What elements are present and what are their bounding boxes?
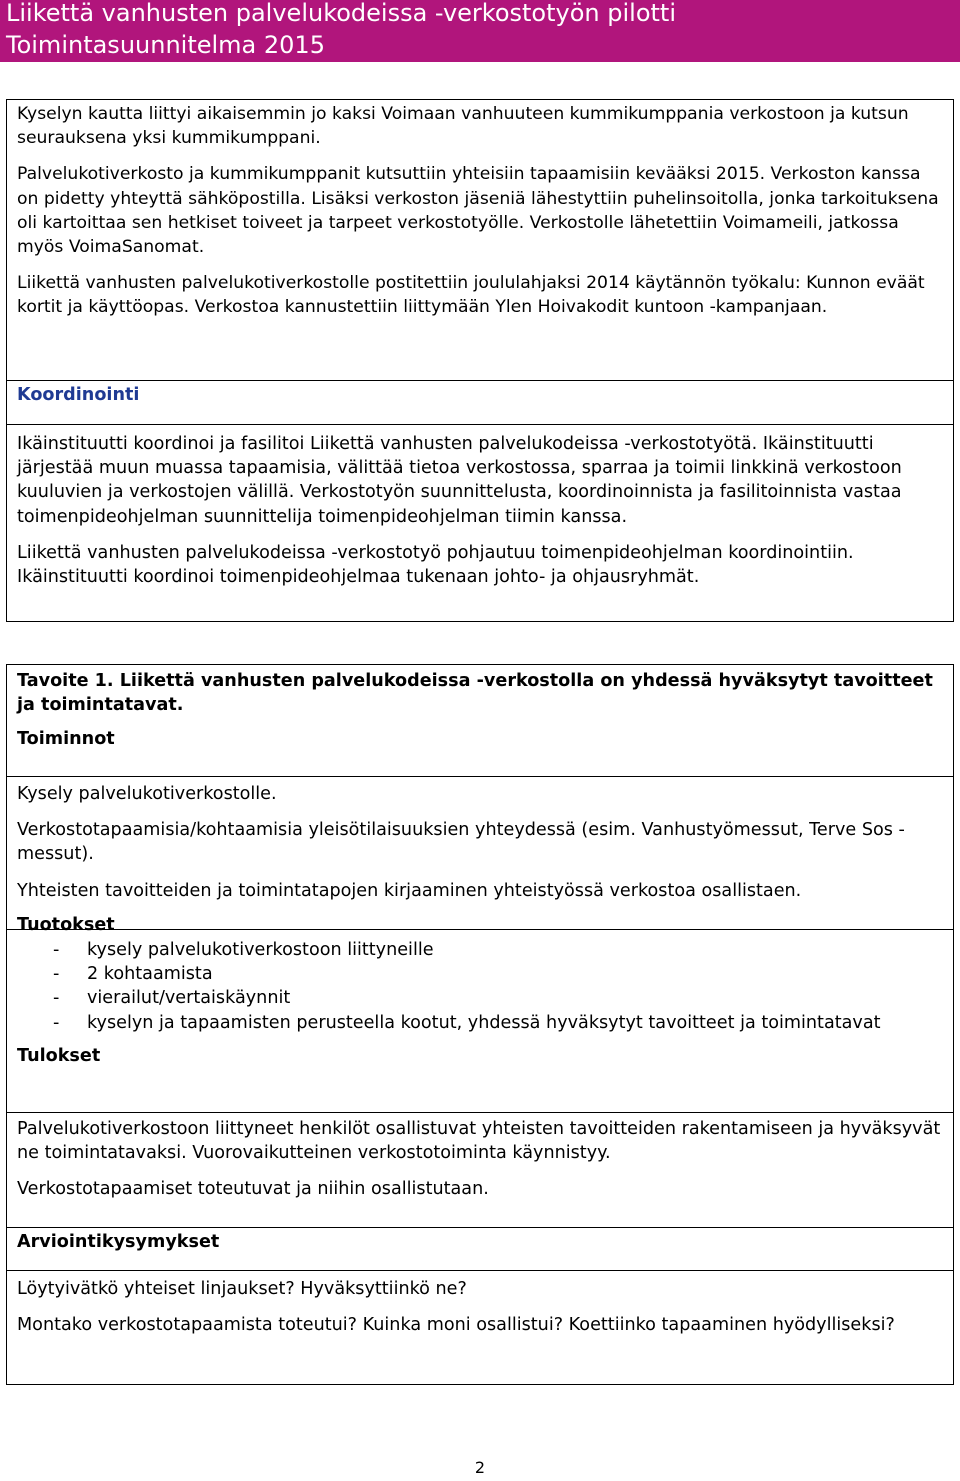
intro-paragraph: Kyselyn kautta liittyi aikaisemmin jo kaksi Voimaan vanhuuteen kummikumppania verkostoon ja kutsun seurauksena yksi kummikumppani.	[17, 104, 909, 149]
coordination-cell	[7, 424, 953, 621]
outputs-heading: Tuotokset	[17, 914, 115, 935]
results-cell	[7, 1112, 953, 1227]
output-item: - 2 kohtaamista	[53, 964, 213, 985]
result-item: Palvelukotiverkostoon liittyneet henkilöt osallistuvat yhteisten tavoitteiden rakentamiseen ja hyväksyvät ne toimintatavaksi. Vuorovaikutteinen verkostotoiminta käynnistyy.	[17, 1119, 941, 1164]
goal-title: Tavoite 1. Liikettä vanhusten palvelukodeissa -verkostolla on yhdessä hyväksytyt tavoitteet ja toimintatavat.	[17, 671, 933, 715]
output-item: - kyselyn ja tapaamisten perusteella kootut, yhdessä hyväksytyt tavoitteet ja toimintatavat	[53, 1012, 881, 1033]
results-heading: Tulokset	[17, 1045, 101, 1066]
page-number: 2	[474, 1458, 486, 1477]
actions-cell	[7, 776, 953, 935]
evaluation-heading-cell	[7, 1227, 953, 1270]
action-item: Yhteisten tavoitteiden ja toimintatapojen kirjaaminen yhteistyössä verkostoa osallistaen.	[17, 880, 802, 901]
intro-paragraph: Palvelukotiverkosto ja kummikumppanit kutsuttiin yhteisiin tapaamisiin kevääksi 2015. Verkoston kanssa on pidetty yhteyttä sähköpostilla. Lisäksi verkoston jäseniä lähestyttiin puhelinsoitolla, jonka tarkoituksena oli kartoittaa sen hetkiset toiveet ja tarpeet verkostotyölle. Verkostolle lähetettiin Voimameili, jatkossa myös VoimaSanomat.	[17, 164, 939, 258]
outputs-list	[17, 938, 943, 1035]
action-item: Kysely palvelukotiverkostolle.	[17, 784, 277, 804]
goal-cell	[7, 665, 953, 776]
goal-table	[6, 664, 954, 1385]
evaluation-question: Montako verkostotapaamista toteutui? Kuinka moni osallistui? Koettiinko tapaaminen hyödylliseksi?	[17, 1315, 895, 1336]
output-item: - vierailut/vertaiskäynnit	[53, 988, 291, 1009]
output-item: - kysely palvelukotiverkostoon liittyneille	[53, 940, 434, 960]
document-header	[0, 0, 960, 62]
action-item: Verkostotapaamisia/kohtaamisia yleisötilaisuuksien yhteydessä (esim. Vanhustyömessut, Terve Sos -messut).	[17, 820, 905, 865]
document-title: Liikettä vanhusten palvelukodeissa -verkostotyön pilotti	[6, 0, 676, 27]
intro-cell	[7, 100, 953, 380]
actions-heading: Toiminnot	[17, 729, 115, 749]
coordination-paragraph: Ikäinstituutti koordinoi ja fasilitoi Liikettä vanhusten palvelukodeissa -verkostotyötä. Ikäinstituutti järjestää muun muassa tapaamisia, välittää tietoa verkostossa, sparraa ja toimii linkkinä verkostoon kuuluvien ja verkostojen välillä. Verkostotyön suunnittelusta, koordinoinnista ja fasilitoinnista vastaa toimenpideohjelman suunnittelija toimenpideohjelman tiimin kanssa.	[17, 434, 902, 527]
evaluation-cell	[7, 1270, 953, 1384]
document-subtitle: Toimintasuunnitelma 2015	[6, 31, 325, 59]
result-item: Verkostotapaamiset toteutuvat ja niihin osallistutaan.	[17, 1179, 489, 1200]
coordination-heading: Koordinointi	[17, 385, 140, 405]
coordination-heading-cell	[7, 380, 953, 424]
intro-paragraph: Liikettä vanhusten palvelukotiverkostolle postitettiin joululahjaksi 2014 käytännön työkalu: Kunnon eväät kortit ja käyttöopas. Verkostoa kannustettiin liittymään Ylen Hoivakodit kuntoon -kampanjaan.	[17, 273, 925, 318]
evaluation-heading: Arviointikysymykset	[17, 1232, 220, 1252]
network-table	[6, 99, 954, 622]
coordination-paragraph: Liikettä vanhusten palvelukodeissa -verkostotyö pohjautuu toimenpideohjelman koordinointiin. Ikäinstituutti koordinoi toimenpideohjelmaa tukenaan johto- ja ohjausryhmät.	[17, 542, 854, 588]
evaluation-question: Löytyivätkö yhteiset linjaukset? Hyväksyttiinkö ne?	[17, 1279, 467, 1299]
outputs-cell	[7, 929, 953, 1112]
